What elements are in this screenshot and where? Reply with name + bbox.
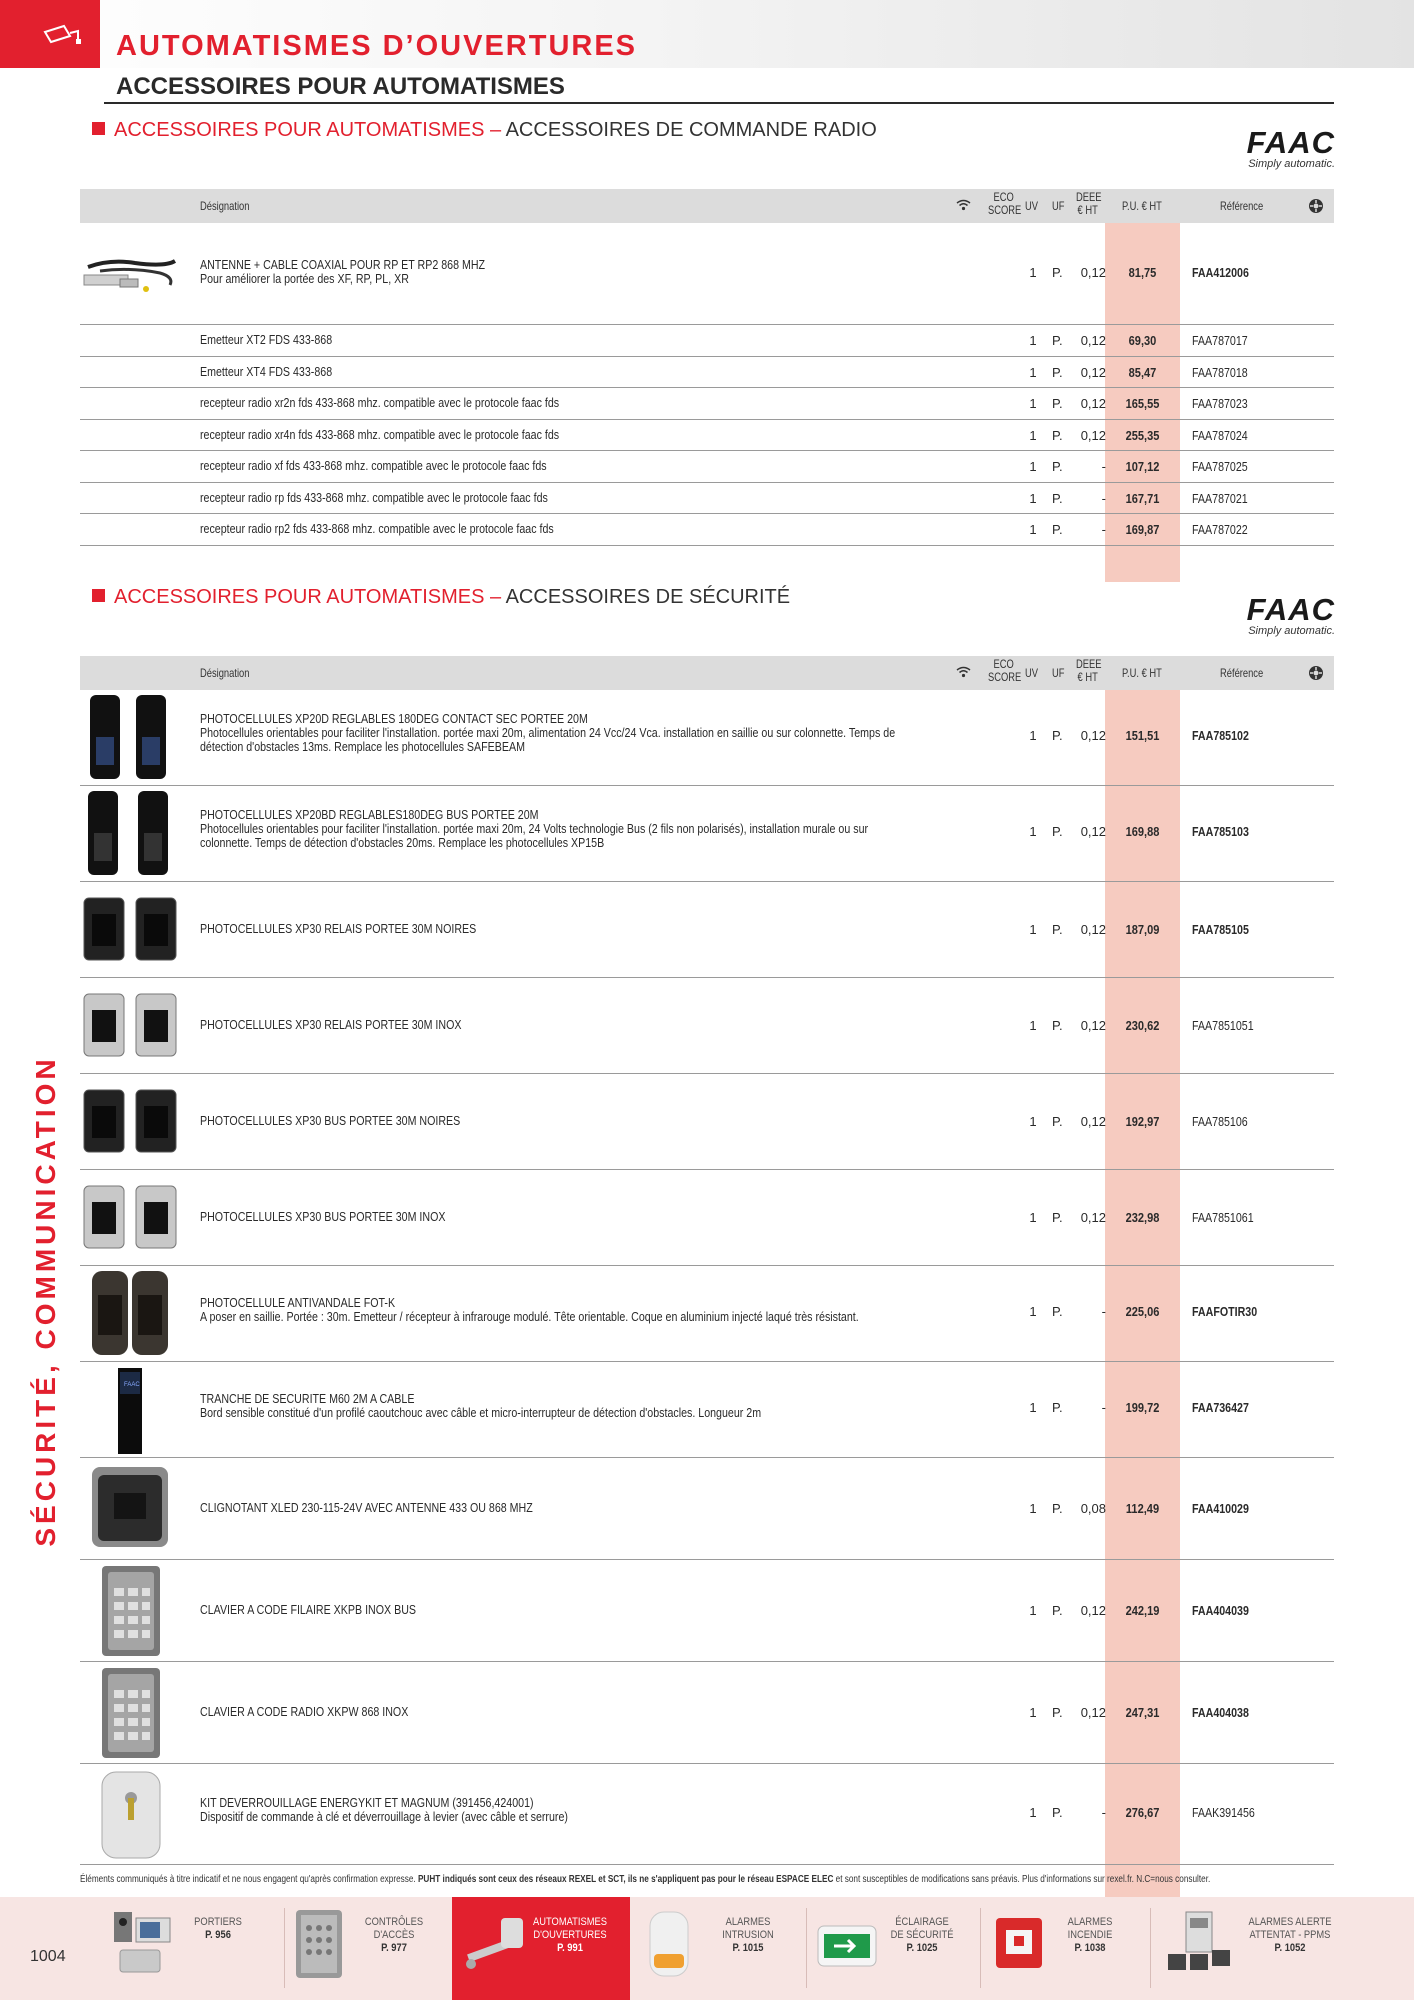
table-row[interactable]: recepteur radio xf fds 433-868 mhz. compatible avec le protocole faac fds 1 P. - 107,12 FAA787025	[80, 451, 1334, 483]
table-row[interactable]: recepteur radio xr4n fds 433-868 mhz. compatible avec le protocole faac fds 1 P. 0,12 255,35 FAA787024	[80, 420, 1334, 451]
product-image-keypad-wired	[80, 1564, 180, 1658]
product-image-flashing-light	[80, 1463, 180, 1553]
table-header: Désignation ECO SCORE UV UF DEEE € HT P.U. € HT Référence	[80, 656, 1334, 690]
siren-icon	[644, 1908, 694, 1980]
keypad-icon	[294, 1908, 344, 1980]
brand-name: FAAC	[1246, 125, 1335, 160]
table-row[interactable]: recepteur radio rp fds 433-868 mhz. compatible avec le protocole faac fds 1 P. - 167,71 FAA787021	[80, 483, 1334, 514]
nav-separator	[1150, 1908, 1151, 1988]
product-image-photocell-xp30-black	[80, 896, 180, 962]
table-row[interactable]: CLAVIER A CODE FILAIRE XKPB INOX BUS 1 P. 0,12 242,19 FAA404039	[80, 1560, 1334, 1662]
product-image-photocell-xp30-bus-inox	[80, 1184, 180, 1250]
product-image-safety-edge	[80, 1364, 180, 1454]
intercom-icon	[110, 1908, 174, 1978]
nav-alarmes-incendie[interactable]: ALARMES INCENDIE P. 1038	[986, 1908, 1146, 1988]
nav-separator	[980, 1908, 981, 1988]
table-row[interactable]: PHOTOCELLULES XP20D REGLABLES 180DEG CONTACT SEC PORTEE 20M Photocellules orientables pour faciliter l'installation. portée maxi 20m, alimentation 24 Vcc/24 Vca. installation en saillie ou sur colonnette. Temps de détection d'obstacles 13ms. Remplace les photocellules SAFEBEAM 1 P. 0,12 151,51 FAA785102	[80, 690, 1334, 786]
product-image-antenna	[80, 245, 180, 301]
table-row[interactable]: CLAVIER A CODE RADIO XKPW 868 INOX 1 P. 0,12 247,31 FAA404038	[80, 1662, 1334, 1764]
brand-tagline: Simply automatic.	[1248, 625, 1335, 637]
wifi-icon	[956, 199, 971, 211]
product-image-photocell-xp20d	[80, 693, 180, 781]
product-image-photocell-xp30-bus-black	[80, 1088, 180, 1154]
table-header: Désignation ECO SCORE UV UF DEEE € HT P.U. € HT Référence	[80, 189, 1334, 223]
nav-eclairage-securite[interactable]: ÉCLAIRAGE DE SÉCURITÉ P. 1025	[812, 1908, 977, 1988]
nav-automatismes[interactable]: AUTOMATISMES D'OUVERTURES P. 991	[455, 1908, 630, 1988]
nav-separator	[284, 1908, 285, 1988]
table-row[interactable]: PHOTOCELLULES XP30 BUS PORTEE 30M NOIRES 1 P. 0,12 192,97 FAA785106	[80, 1074, 1334, 1170]
svg-text:FAAC: FAAC	[124, 1382, 140, 1388]
product-image-release-kit	[80, 1768, 180, 1862]
chapter-icon-box	[0, 0, 100, 68]
title-rule	[104, 102, 1334, 104]
nav-alarmes-alerte[interactable]: ALARMES ALERTE ATTENTAT - PPMS P. 1052	[1156, 1908, 1356, 1988]
nav-portiers[interactable]: PORTIERS P. 956	[108, 1908, 283, 1988]
sub-title: ACCESSOIRES POUR AUTOMATISMES	[116, 73, 565, 100]
section-heading-radio: ACCESSOIRES POUR AUTOMATISMES – ACCESSOIRES DE COMMANDE RADIO	[92, 119, 877, 142]
table-row[interactable]: PHOTOCELLULES XP30 RELAIS PORTEE 30M NOIRES 1 P. 0,12 187,09 FAA785105	[80, 882, 1334, 978]
nav-alarmes-intrusion[interactable]: ALARMES INTRUSION P. 1015	[640, 1908, 805, 1988]
table-row[interactable]: CLIGNOTANT XLED 230-115-24V AVEC ANTENNE 433 OU 868 MHZ 1 P. 0,08 112,49 FAA410029	[80, 1458, 1334, 1560]
alert-panel-icon	[1166, 1910, 1236, 1980]
table-row[interactable]: KIT DEVERROUILLAGE ENERGYKIT ET MAGNUM (391456,424001) Dispositif de commande à clé et déverrouillage à levier (avec câble et serrure) 1 P. - 276,67 FAAK391456	[80, 1764, 1334, 1865]
fire-alarm-icon	[992, 1914, 1048, 1974]
brand-tagline: Simply automatic.	[1248, 158, 1335, 170]
table-row[interactable]: Emetteur XT2 FDS 433-868 1 P. 0,12 69,30 FAA787017	[80, 325, 1334, 357]
table-radio	[80, 189, 1334, 546]
table-row[interactable]: ANTENNE + CABLE COAXIAL POUR RP ET RP2 868 MHZ Pour améliorer la portée des XF, RP, PL, XR 1 P. 0,12 81,75 FAA412006	[80, 223, 1334, 325]
section-heading-security: ACCESSOIRES POUR AUTOMATISMES – ACCESSOIRES DE SÉCURITÉ	[92, 586, 790, 609]
table-row[interactable]: FAAC TRANCHE DE SECURITE M60 2M A CABLE Bord sensible constitué d'un profilé caoutchouc avec câble et micro-interrupteur de détection d'obstacles. Longueur 2m 1 P. - 199,72 FAA736427	[80, 1362, 1334, 1458]
brand-logo	[1230, 592, 1335, 637]
table-row[interactable]: recepteur radio rp2 fds 433-868 mhz. compatible avec le protocole faac fds 1 P. - 169,87 FAA787022	[80, 514, 1334, 546]
gear-icon	[1308, 665, 1324, 681]
chapter-title: AUTOMATISMES D’OUVERTURES	[116, 30, 638, 62]
camera-icon	[42, 22, 82, 46]
section-bullet	[92, 122, 105, 135]
wifi-icon	[956, 666, 971, 678]
table-row[interactable]: PHOTOCELLULES XP30 RELAIS PORTEE 30M INOX 1 P. 0,12 230,62 FAA7851051	[80, 978, 1334, 1074]
page-number: 1004	[30, 1948, 66, 1965]
disclaimer: Éléments communiqués à titre indicatif et ne nous engagent qu'après confirmation expresse. PUHT indiqués sont ceux des réseaux REXEL et SCT, ils ne s'appliquent pas pour le réseau ESPACE ELEC et sont susceptibles de modifications sans préavis. Plus d'informations sur rexel.fr. N.C=nous consulter.	[80, 1874, 1211, 1885]
table-row[interactable]: PHOTOCELLULE ANTIVANDALE FOT-K A poser en saillie. Portée : 30m. Emetteur / récepteur à infrarouge modulé. Tête orientable. Coque en aluminium injecté laqué très résistant. 1 P. - 225,06 FAAFOTIR30	[80, 1266, 1334, 1362]
table-row[interactable]: recepteur radio xr2n fds 433-868 mhz. compatible avec le protocole faac fds 1 P. 0,12 165,55 FAA787023	[80, 388, 1334, 420]
gate-motor-icon	[461, 1912, 531, 1982]
product-image-keypad-radio	[80, 1666, 180, 1760]
gear-icon	[1308, 198, 1324, 214]
product-image-photocell-xp30-inox	[80, 992, 180, 1058]
nav-separator	[806, 1908, 807, 1988]
table-security	[80, 656, 1334, 1865]
table-row[interactable]: PHOTOCELLULES XP30 BUS PORTEE 30M INOX 1 P. 0,12 232,98 FAA7851061	[80, 1170, 1334, 1266]
product-image-photocell-fot-k	[80, 1269, 180, 1357]
side-label: SÉCURITÉ, COMMUNICATION	[30, 1055, 61, 1547]
brand-name: FAAC	[1246, 592, 1335, 627]
section-bullet	[92, 589, 105, 602]
brand-logo	[1230, 125, 1335, 170]
table-row[interactable]: PHOTOCELLULES XP20BD REGLABLES180DEG BUS PORTEE 20M Photocellules orientables pour faciliter l'installation. portée maxi 20m, 24 Volts technologie Bus (2 fils non polarisés), installation murale ou sur colonnette. Temps de détection d'obstacles 20ms. Remplace les photocellules XP15B 1 P. 0,12 169,88 FAA785103	[80, 786, 1334, 882]
emergency-exit-icon	[814, 1912, 880, 1978]
table-row[interactable]: Emetteur XT4 FDS 433-868 1 P. 0,12 85,47 FAA787018	[80, 357, 1334, 388]
product-image-photocell-xp20bd	[80, 789, 180, 877]
nav-controles-acces[interactable]: CONTRÔLES D'ACCÈS P. 977	[290, 1908, 450, 1988]
